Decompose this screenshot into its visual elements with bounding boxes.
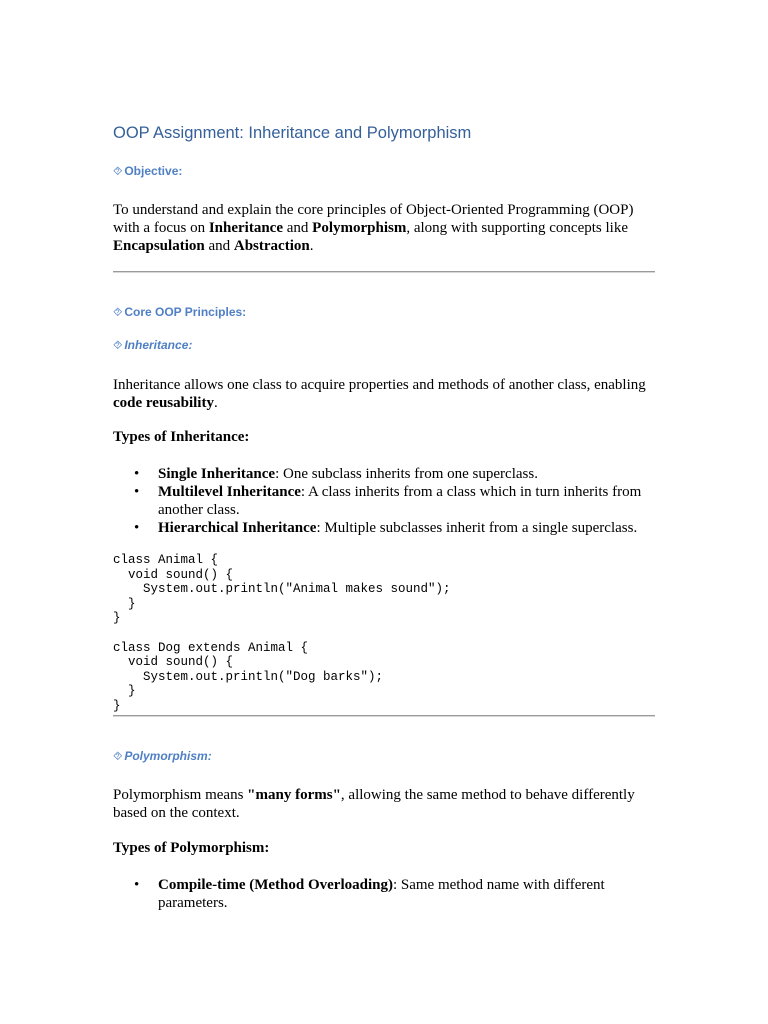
list-item: • Compile-time (Method Overloading): Same method name with different parameters. [113, 876, 658, 912]
emphasis-encapsulation: Encapsulation [113, 238, 205, 254]
horizontal-rule [113, 271, 655, 273]
list-item: • Multilevel Inheritance: A class inherits from a class which in turn inherits from another class. [113, 483, 658, 519]
objective-paragraph: To understand and explain the core principles of Object-Oriented Programming (OOP) with a focus on Inheritance and Polymorphism, along with supporting concepts like Encapsulation and Abstraction. [113, 202, 634, 254]
emphasis-abstraction: Abstraction [233, 238, 310, 254]
polymorphism-types-list [113, 876, 658, 912]
list-item: • Single Inheritance: One subclass inherits from one superclass. [113, 465, 658, 483]
inheritance-types-list [113, 465, 658, 537]
polymorphism-heading-text: Polymorphism: [124, 749, 212, 763]
objective-heading-text: Objective: [124, 164, 183, 178]
inheritance-paragraph: Inheritance allows one class to acquire properties and methods of another class, enabling code reusability. [113, 377, 646, 411]
emphasis-many-forms: "many forms" [247, 787, 341, 803]
code-block: class Animal { void sound() { System.out.println("Animal makes sound"); } } class Dog extends Animal { void sound() { System.out.println("Dog barks"); } } [113, 553, 451, 713]
horizontal-rule [113, 715, 655, 717]
emphasis-polymorphism: Polymorphism [312, 220, 407, 236]
polymorphism-paragraph: Polymorphism means "many forms", allowing the same method to behave differently based on the context. [113, 787, 635, 821]
polymorphism-types-heading: Types of Polymorphism: [113, 840, 270, 856]
inheritance-types-heading: Types of Inheritance: [113, 429, 250, 445]
core-principles-heading-text: Core OOP Principles: [124, 305, 247, 319]
inheritance-heading-text: Inheritance: [124, 338, 193, 352]
emphasis-inheritance: Inheritance [208, 220, 283, 236]
inheritance-heading [113, 338, 192, 353]
emphasis-code-reusability: code reusability [113, 395, 214, 411]
list-item: • Hierarchical Inheritance: Multiple subclasses inherit from a single superclass. [113, 519, 658, 537]
heading-marker-icon: ⯑ [113, 749, 123, 763]
polymorphism-heading [113, 749, 212, 764]
core-principles-heading [113, 305, 246, 320]
heading-marker-icon: ⯑ [113, 164, 123, 178]
heading-marker-icon: ⯑ [113, 305, 123, 319]
objective-heading [113, 164, 182, 179]
heading-marker-icon: ⯑ [113, 338, 123, 352]
document-title: OOP Assignment: Inheritance and Polymorphism [113, 124, 472, 142]
